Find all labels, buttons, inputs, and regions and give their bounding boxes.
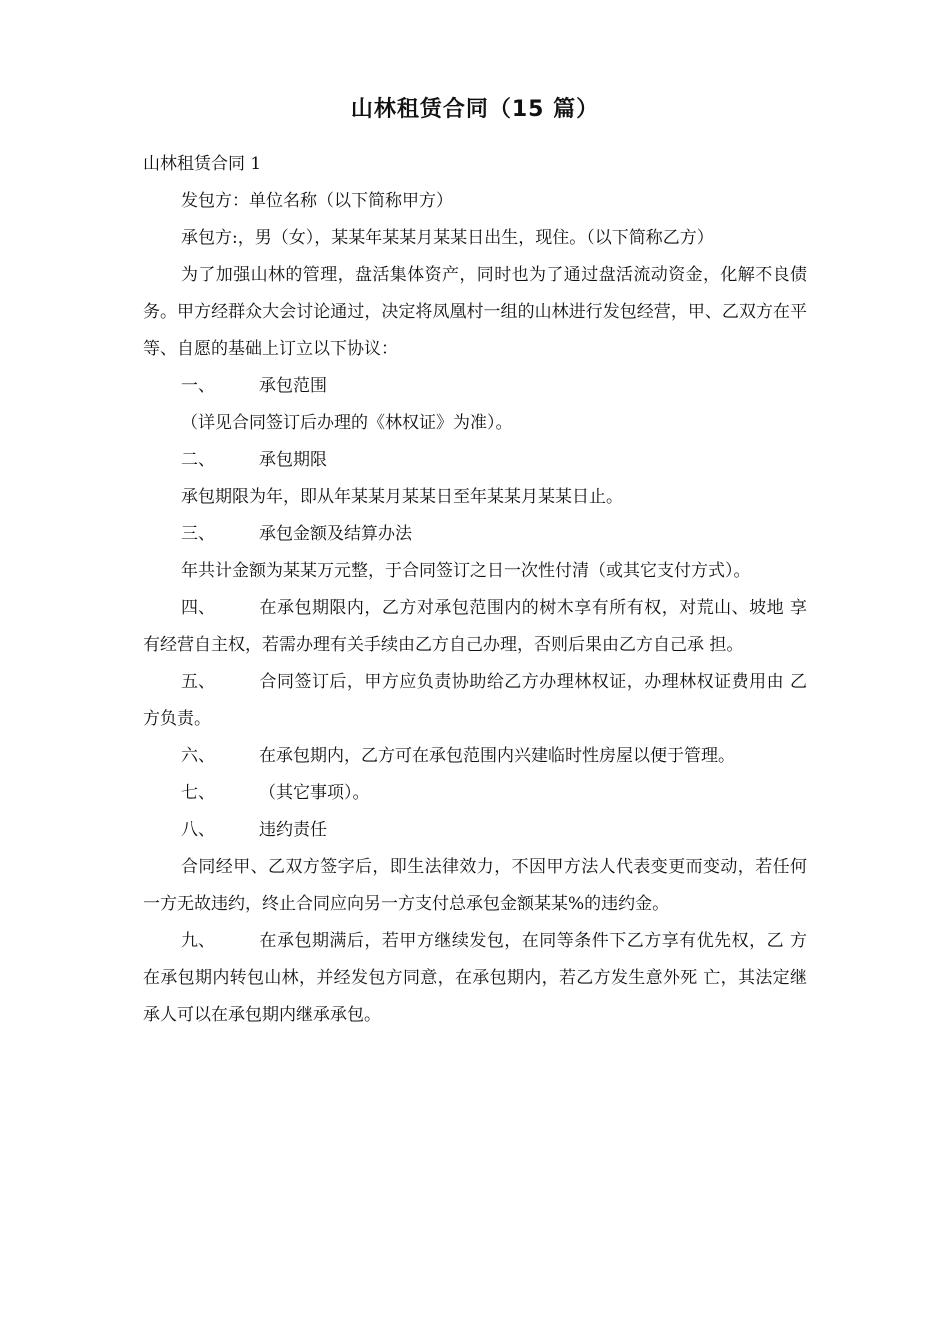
intro-paragraph: 为了加强山林的管理，盘活集体资产，同时也为了通过盘活流动资金，化解不良债务。甲方经群众大会讨论通过，决定将凤凰村一组的山林进行发包经营，甲、乙双方在平等、自愿的基础上订立以下协议： xyxy=(143,265,807,359)
section-3-title: 承包金额及结算办法 xyxy=(259,524,412,544)
section-9 xyxy=(143,923,807,1034)
section-2-heading xyxy=(143,442,807,479)
section-9-text: 在承包期满后，若甲方继续发包，在同等条件下乙方享有优先权，乙 方在承包期内转包山林，并经发包方同意，在承包期内，若乙方发生意外死 亡，其法定继承人可以在承包期内继承承包。 xyxy=(143,931,807,1025)
section-4 xyxy=(143,590,807,664)
section-1-detail: （详见合同签订后办理的《林权证》为准）。 xyxy=(181,413,513,433)
section-8-heading xyxy=(143,812,807,849)
section-8-number: 八、 xyxy=(181,820,215,840)
section-3-number: 三、 xyxy=(181,524,215,544)
section-4-text: 在承包期限内，乙方对承包范围内的树木享有所有权，对荒山、坡地 享有经营自主权，若需办理有关手续由乙方自己办理，否则后果由乙方自己承 担。 xyxy=(143,598,807,655)
section-5-text: 合同签订后，甲方应负责协助给乙方办理林权证，办理林权证费用由 乙方负责。 xyxy=(143,672,807,729)
section-7-number: 七、 xyxy=(181,783,215,803)
section-2-detail: 承包期限为年，即从年某某月某某日至年某某月某某日止。 xyxy=(181,487,623,507)
section-6-number: 六、 xyxy=(181,746,215,766)
section-8-title: 违约责任 xyxy=(259,820,327,840)
section-5 xyxy=(143,664,807,738)
section-2-number: 二、 xyxy=(181,450,215,470)
section-5-number: 五、 xyxy=(181,672,215,692)
party-b-line: 承包方:，男（女），某某年某某月某某日出生，现住。（以下简称乙方） xyxy=(181,228,714,248)
section-6 xyxy=(143,738,807,775)
section-1-title: 承包范围 xyxy=(259,376,327,396)
section-3-detail: 年共计金额为某某万元整，于合同签订之日一次性付清（或其它支付方式）。 xyxy=(181,561,751,581)
section-9-number: 九、 xyxy=(181,931,215,951)
section-3-heading xyxy=(143,516,807,553)
document-title: 山林租赁合同（15 篇） xyxy=(350,97,600,122)
section-1-heading xyxy=(143,368,807,405)
section-2-title: 承包期限 xyxy=(259,450,327,470)
section-7 xyxy=(143,775,807,812)
section-6-text: 在承包期内，乙方可在承包范围内兴建临时性房屋以便于管理。 xyxy=(259,746,735,766)
section-8-detail: 合同经甲、乙双方签字后，即生法律效力，不因甲方法人代表变更而变动，若任何一方无故违约，终止合同应向另一方支付总承包金额某某%的违约金。 xyxy=(143,857,807,914)
document-body xyxy=(143,146,807,1034)
section-1-number: 一、 xyxy=(181,376,215,396)
contract-subtitle: 山林租赁合同 1 xyxy=(143,154,262,174)
section-7-text: （其它事项）。 xyxy=(259,783,370,803)
party-a-line: 发包方：单位名称（以下简称甲方） xyxy=(181,191,453,211)
section-4-number: 四、 xyxy=(181,598,215,618)
